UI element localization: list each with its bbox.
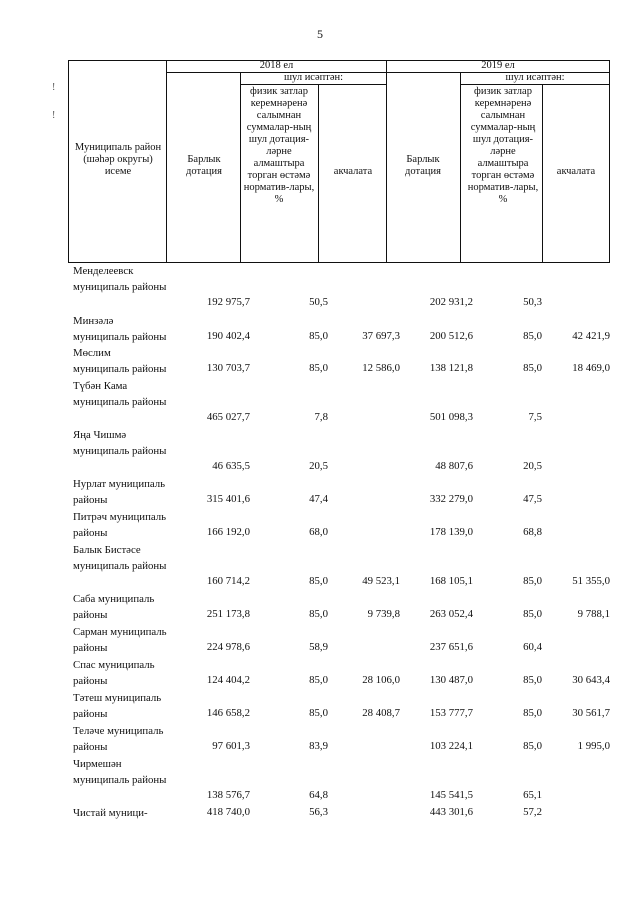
cell-c19: 18 469,0 [572, 362, 610, 374]
cell-t18: 146 658,2 [206, 707, 250, 719]
cell-t19: 501 098,3 [429, 411, 473, 423]
cell-c18: 9 739,8 [367, 608, 400, 620]
cell-t19: 48 807,6 [435, 460, 473, 472]
header-cash-2019: акчалата [556, 166, 596, 177]
cell-n18: 20,5 [309, 460, 328, 472]
cell-t18: 160 714,2 [206, 575, 250, 587]
cell-t18: 130 703,7 [206, 362, 250, 374]
table-row [70, 690, 610, 722]
cell-t19: 153 777,7 [429, 707, 473, 719]
cell-c19: 9 788,1 [577, 608, 610, 620]
cell-n19: 57,2 [523, 806, 542, 818]
cell-n19: 60,4 [523, 641, 542, 653]
header-norms-2019: физик затлар керемнәренә салымнан суммалар-ның шул дотация-ләрне алмаштыра торган өстәмә норматив-лары, % [467, 86, 539, 205]
page-number: 5 [317, 27, 323, 41]
cell-n19: 50,3 [523, 296, 542, 308]
cell-t18: 46 635,5 [212, 460, 250, 472]
cell-n18: 83,9 [309, 740, 328, 752]
header-name-col: Муниципаль район (шәһәр округы) исеме [74, 142, 162, 177]
table-row [70, 427, 610, 475]
district-name: Балык Бистәсе муниципаль районы [73, 544, 167, 572]
district-name: Нурлат муниципаль районы [73, 478, 166, 506]
table-row [70, 345, 610, 377]
scan-mark: ! [52, 82, 56, 93]
district-name: Саба муниципаль районы [73, 593, 155, 621]
table-row [70, 313, 610, 345]
cell-n19: 68,8 [523, 526, 542, 538]
cell-t19: 130 487,0 [429, 674, 473, 686]
cell-t18: 192 975,7 [206, 296, 250, 308]
district-name: Яңа Чишмә муниципаль районы [73, 429, 167, 457]
header-including-2019: шул исәптән: [505, 72, 565, 83]
cell-n18: 85,0 [309, 674, 328, 686]
cell-n18: 50,5 [309, 296, 328, 308]
cell-n19: 85,0 [523, 674, 542, 686]
district-name: Питрәч муниципаль районы [73, 511, 167, 539]
cell-t19: 200 512,6 [429, 330, 473, 342]
cell-c19: 30 643,4 [572, 674, 610, 686]
cell-t18: 418 740,0 [206, 806, 250, 818]
cell-n19: 20,5 [523, 460, 542, 472]
cell-n18: 85,0 [309, 330, 328, 342]
cell-c19: 51 355,0 [572, 575, 610, 587]
cell-n18: 56,3 [309, 806, 328, 818]
cell-n18: 64,8 [309, 789, 328, 801]
cell-t18: 465 027,7 [206, 411, 250, 423]
cell-t19: 332 279,0 [429, 493, 473, 505]
cell-t18: 251 173,8 [206, 608, 250, 620]
cell-t19: 202 931,2 [429, 296, 473, 308]
table-row [70, 723, 610, 755]
district-name: Менделеевск муниципаль районы [73, 265, 167, 293]
header-cash-2018: акчалата [333, 166, 373, 177]
cell-c19: 42 421,9 [572, 330, 610, 342]
header-total-2019: Барлык дотация [405, 154, 441, 177]
cell-t19: 138 121,8 [429, 362, 473, 374]
table-row [70, 476, 610, 508]
cell-c18: 28 106,0 [362, 674, 400, 686]
cell-c19: 1 995,0 [577, 740, 610, 752]
cell-n18: 85,0 [309, 362, 328, 374]
table-row [70, 542, 610, 590]
cell-t18: 124 404,2 [206, 674, 250, 686]
header-total-2018: Барлык дотация [186, 154, 222, 177]
cell-c18: 37 697,3 [362, 330, 400, 342]
district-name: Минзәлә муниципаль районы [73, 315, 167, 343]
cell-c18: 49 523,1 [362, 575, 400, 587]
cell-n19: 47,5 [523, 493, 542, 505]
header-including-2018: шул исәптән: [283, 72, 344, 83]
cell-t19: 145 541,5 [429, 789, 473, 801]
cell-n18: 7,8 [314, 411, 328, 423]
table-row [70, 263, 610, 311]
district-name: Сарман муниципаль районы [73, 626, 167, 654]
cell-t18: 224 978,6 [206, 641, 250, 653]
table-row [70, 378, 610, 426]
table-row [70, 591, 610, 623]
table-row [70, 624, 610, 656]
cell-n18: 58,9 [309, 641, 328, 653]
cell-n19: 85,0 [523, 608, 542, 620]
cell-n19: 85,0 [523, 362, 542, 374]
cell-n19: 85,0 [523, 707, 542, 719]
cell-c19: 30 561,7 [572, 707, 610, 719]
header-year-2019: 2019 ел [481, 60, 515, 71]
district-name: Чистай муници- [73, 807, 148, 819]
header-year-2018: 2018 ел [259, 60, 294, 71]
district-name: Мөслим муниципаль районы [73, 347, 167, 375]
cell-c18: 28 408,7 [362, 707, 400, 719]
district-name: Тәтеш муниципаль районы [73, 692, 162, 720]
table-row [70, 509, 610, 541]
cell-t19: 103 224,1 [429, 740, 473, 752]
table-header [68, 60, 610, 263]
cell-t18: 190 402,4 [206, 330, 250, 342]
district-name: Чирмешән муниципаль районы [73, 758, 167, 786]
cell-t19: 263 052,4 [429, 608, 473, 620]
district-name: Түбән Кама муниципаль районы [73, 380, 167, 408]
cell-t19: 168 105,1 [429, 575, 473, 587]
cell-n18: 47,4 [309, 493, 328, 505]
scan-mark: ! [52, 110, 56, 121]
district-name: Спас муниципаль районы [73, 659, 155, 687]
cell-n19: 7,5 [528, 411, 542, 423]
cell-n18: 85,0 [309, 608, 328, 620]
cell-t18: 97 601,3 [212, 740, 250, 752]
header-norms-2018: физик затлар керемнәренә салымнан суммалар-ның шул дотация-ләрне алмаштыра торган өстәмә норматив-лары, % [243, 86, 315, 205]
cell-t18: 315 401,6 [206, 493, 250, 505]
cell-t19: 237 651,6 [429, 641, 473, 653]
cell-c18: 12 586,0 [362, 362, 400, 374]
cell-t19: 178 139,0 [429, 526, 473, 538]
district-name: Теләче муниципаль районы [73, 725, 164, 753]
cell-n19: 85,0 [523, 740, 542, 752]
cell-n19: 65,1 [523, 789, 542, 801]
cell-t18: 138 576,7 [206, 789, 250, 801]
cell-n18: 85,0 [309, 575, 328, 587]
cell-t18: 166 192,0 [206, 526, 250, 538]
cell-n18: 68,0 [309, 526, 328, 538]
cell-n19: 85,0 [523, 330, 542, 342]
cell-n19: 85,0 [523, 575, 542, 587]
cell-n18: 85,0 [309, 707, 328, 719]
table-row [70, 657, 610, 689]
cell-t19: 443 301,6 [429, 806, 473, 818]
table-row [70, 805, 610, 821]
table-row [70, 756, 610, 804]
